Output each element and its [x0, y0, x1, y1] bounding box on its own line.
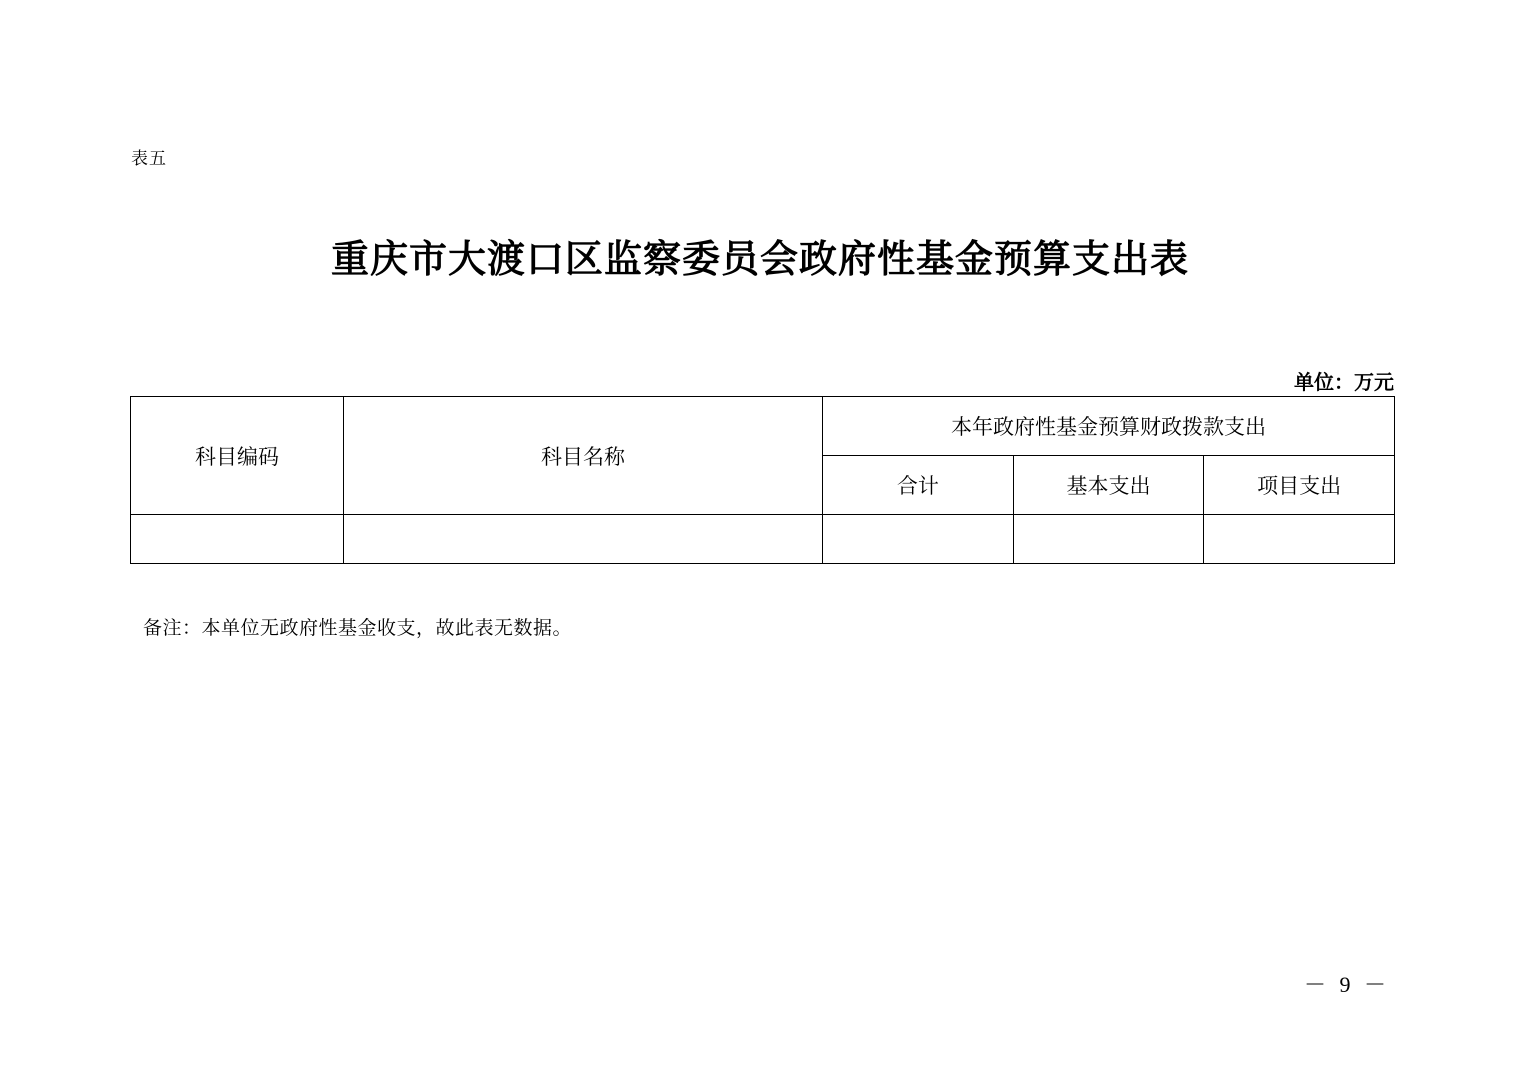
header-group-fund-expenditure: 本年政府性基金预算财政拨款支出 — [823, 397, 1395, 456]
remark-note: 备注：本单位无政府性基金收支，故此表无数据。 — [143, 618, 573, 639]
page-title: 重庆市大渡口区监察委员会政府性基金预算支出表 — [330, 239, 1189, 281]
table-label: 表五 — [131, 149, 167, 168]
header-basic-expenditure: 基本支出 — [1013, 456, 1204, 515]
cell-project-expenditure — [1204, 515, 1395, 564]
budget-table — [130, 396, 1395, 564]
header-subject-name: 科目名称 — [344, 397, 823, 515]
header-subject-code: 科目编码 — [131, 397, 344, 515]
cell-basic-expenditure — [1013, 515, 1204, 564]
page-number: － 9 － — [1303, 972, 1390, 997]
header-project-expenditure: 项目支出 — [1204, 456, 1395, 515]
unit-note: 单位：万元 — [1294, 372, 1394, 394]
table-row — [131, 515, 1395, 564]
cell-subject-code — [131, 515, 344, 564]
header-total: 合计 — [823, 456, 1014, 515]
table-header-row-1 — [131, 397, 1395, 456]
cell-subject-name — [344, 515, 823, 564]
cell-total — [823, 515, 1014, 564]
